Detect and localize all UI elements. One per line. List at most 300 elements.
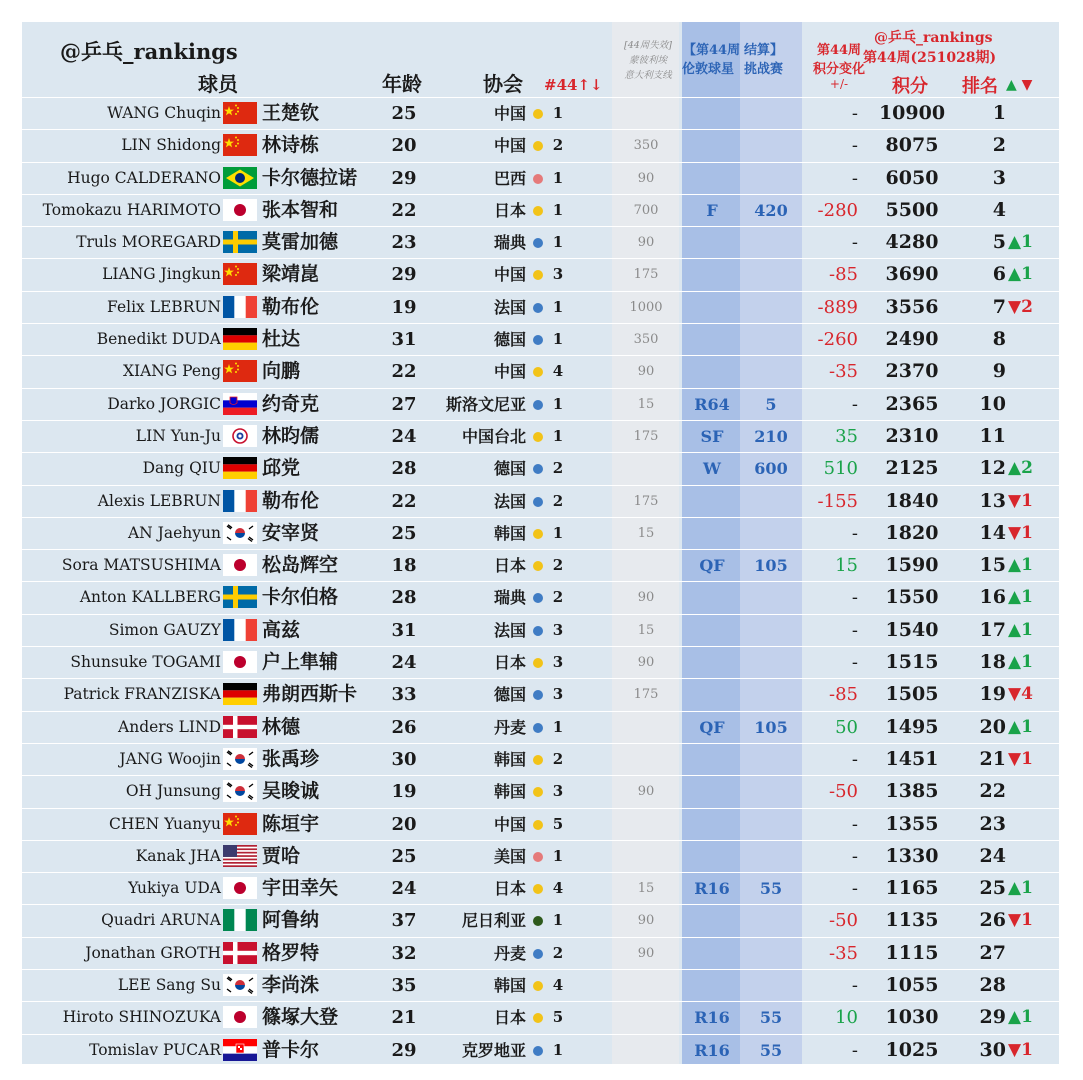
association-column-header: 协会	[483, 72, 523, 96]
association-seed: 3	[552, 782, 564, 801]
association-seed: 2	[552, 943, 564, 962]
association-seed: 4	[552, 976, 564, 995]
player-age: 18	[391, 555, 417, 577]
association-color-dot	[533, 916, 543, 926]
table-row	[22, 678, 1059, 710]
player-association: 德国	[493, 330, 526, 350]
ranking-position: 23	[979, 812, 1006, 835]
ranking-points: 1165	[885, 877, 939, 900]
event-points	[740, 970, 802, 1001]
association-color-dot	[533, 884, 543, 894]
association-seed: 1	[552, 233, 564, 252]
table-row	[22, 485, 1059, 517]
result-header-line1: 【第44周	[683, 43, 741, 58]
event-result: R64	[694, 394, 730, 414]
week44-expiring-points: 175	[633, 493, 659, 509]
association-color-dot	[533, 723, 543, 733]
points-change: -155	[817, 490, 858, 512]
germany-flag	[223, 328, 257, 350]
player-association: 美国	[493, 846, 526, 866]
association-color-dot	[533, 141, 543, 151]
week44-expiry-note: [44周失效] 蒙彼利埃 意大利支线	[623, 40, 672, 81]
association-seed: 1	[552, 104, 564, 122]
association-seed: 1	[552, 426, 564, 445]
player-age: 24	[391, 425, 417, 447]
association-seed: 3	[552, 685, 564, 704]
table-row	[22, 581, 1059, 613]
rank-movement: ▲1	[1008, 264, 1033, 285]
association-seed: 2	[552, 588, 564, 607]
player-chinese-name: 贾哈	[262, 844, 301, 867]
association-seed: 2	[552, 491, 564, 510]
player-association: 中国台北	[461, 426, 526, 446]
france-flag	[223, 490, 257, 512]
association-seed: 2	[552, 749, 564, 768]
player-english-name: XIANG Peng	[122, 362, 221, 381]
week44-expiring-points: 90	[637, 235, 655, 251]
ranking-points: 1030	[885, 1006, 939, 1029]
ranking-position: 28	[979, 974, 1006, 997]
points-change: -85	[829, 684, 858, 706]
age-column-header: 年龄	[382, 72, 422, 96]
player-english-name: LEE Sang Su	[117, 976, 221, 995]
points-change: -50	[829, 910, 858, 932]
table-row	[22, 129, 1059, 161]
player-association: 巴西	[493, 168, 526, 188]
rank-movement: ▼4	[1008, 684, 1033, 705]
table-row	[22, 872, 1059, 904]
player-association: 中国	[493, 104, 526, 123]
ranking-position: 26	[979, 909, 1006, 932]
player-english-name: AN Jaehyun	[127, 523, 221, 542]
event-result: F	[706, 200, 718, 220]
france-flag	[223, 296, 257, 318]
table-row	[22, 258, 1059, 290]
player-age: 26	[391, 716, 417, 738]
player-chinese-name: 梁靖崑	[262, 263, 320, 286]
change-header-line2: 积分变化	[812, 62, 865, 77]
player-association: 法国	[493, 297, 526, 317]
association-seed: 1	[552, 717, 564, 736]
association-color-dot	[533, 561, 543, 571]
player-english-name: Tomislav PUCAR	[89, 1040, 221, 1059]
ranking-position: 20	[979, 715, 1006, 738]
event-points	[740, 582, 802, 613]
points-change: -	[851, 813, 858, 835]
ranking-points: 1550	[885, 586, 939, 609]
association-seed: 5	[552, 1008, 564, 1027]
table-row	[22, 194, 1059, 226]
points-change: -	[851, 587, 858, 609]
player-association: 中国	[493, 136, 526, 156]
association-color-dot	[533, 270, 543, 280]
rank-movement: ▼2	[1008, 296, 1033, 317]
rank-movement: ▲1	[1008, 232, 1033, 253]
player-chinese-name: 向鹏	[262, 360, 301, 383]
week44-expiring-points: 15	[637, 525, 655, 541]
player-association: 日本	[493, 200, 526, 220]
table-row	[22, 711, 1059, 743]
week44-expiring-points	[616, 1002, 676, 1033]
player-association: 韩国	[493, 749, 526, 769]
event-points	[740, 98, 802, 129]
table-row	[22, 646, 1059, 678]
player-chinese-name: 邱党	[262, 457, 301, 480]
player-chinese-name: 弗朗西斯卡	[262, 683, 358, 706]
ranking-position: 18	[979, 651, 1006, 674]
ranking-position: 15	[979, 554, 1006, 577]
table-row	[22, 840, 1059, 872]
player-age: 35	[391, 975, 417, 997]
event-result	[682, 615, 742, 646]
challenge-header-line1: 结算】	[744, 43, 784, 58]
player-column-header: 球员	[198, 72, 238, 96]
event-result	[682, 776, 742, 807]
ranking-position: 1	[992, 102, 1006, 124]
table-row	[22, 808, 1059, 840]
player-association: 韩国	[493, 976, 526, 996]
player-english-name: Anders LIND	[118, 717, 221, 736]
player-age: 22	[391, 361, 417, 383]
week44-expiring-points: 90	[637, 590, 655, 606]
table-row	[22, 969, 1059, 1001]
up-arrow-icon: ▲	[1006, 77, 1017, 93]
event-points	[740, 292, 802, 323]
ranking-table-body	[22, 97, 1059, 1066]
korea-flag	[223, 522, 257, 544]
ranking-position: 5	[992, 231, 1006, 254]
table-row	[22, 937, 1059, 969]
player-english-name: Hugo CALDERANO	[67, 168, 221, 187]
rank-column-header: 排名	[962, 76, 998, 97]
player-chinese-name: 勒布伦	[262, 489, 320, 512]
sweden-flag	[223, 586, 257, 608]
association-color-dot	[533, 755, 543, 765]
croatia-flag	[223, 1039, 257, 1061]
player-age: 27	[391, 393, 417, 415]
association-color-dot	[533, 690, 543, 700]
germany-flag	[223, 683, 257, 705]
event-result: R16	[694, 879, 730, 899]
player-age: 31	[391, 329, 417, 351]
association-seed: 1	[552, 330, 564, 349]
association-seed: 2	[552, 556, 564, 575]
event-points	[740, 356, 802, 387]
table-row	[22, 904, 1059, 936]
association-color-dot	[533, 658, 543, 668]
player-association: 日本	[493, 556, 526, 576]
ranking-points: 2125	[885, 457, 939, 480]
event-result	[682, 905, 742, 936]
japan-flag	[223, 554, 257, 576]
event-result	[682, 324, 742, 355]
event-points	[740, 130, 802, 161]
event-points	[740, 938, 802, 969]
table-row	[22, 388, 1059, 420]
event-result	[682, 518, 742, 549]
player-age: 24	[391, 652, 417, 674]
player-english-name: Patrick FRANZISKA	[63, 685, 221, 704]
player-association: 法国	[493, 620, 526, 640]
player-english-name: Yukiya UDA	[128, 879, 221, 898]
player-association: 法国	[493, 491, 526, 511]
points-change: 10	[835, 1007, 858, 1029]
week44-expiring-points: 175	[633, 267, 659, 283]
ranking-points: 1330	[885, 844, 939, 867]
event-result	[682, 259, 742, 290]
player-association: 斯洛文尼亚	[445, 394, 526, 414]
player-age: 24	[391, 878, 417, 900]
japan-flag	[223, 877, 257, 899]
event-points: 55	[759, 879, 783, 899]
player-association: 丹麦	[493, 717, 526, 737]
event-result	[682, 292, 742, 323]
player-english-name: Truls MOREGARD	[76, 233, 221, 252]
result-header-line2: 伦敦球星	[682, 62, 735, 77]
player-english-name: WANG Chuqin	[107, 104, 221, 122]
brand-handle: @乒乓_rankings	[60, 39, 238, 64]
event-points	[740, 776, 802, 807]
player-association: 丹麦	[493, 943, 526, 963]
ranking-board	[22, 22, 1059, 1064]
ranking-position: 30	[979, 1038, 1006, 1061]
association-color-dot	[533, 497, 543, 507]
rank-movement: ▲1	[1008, 716, 1033, 737]
rank-movement: ▲2	[1008, 458, 1033, 479]
germany-flag	[223, 457, 257, 479]
player-chinese-name: 松岛辉空	[262, 554, 339, 577]
table-row	[22, 614, 1059, 646]
ranking-points: 2490	[885, 328, 939, 351]
rank-movement: ▲1	[1008, 652, 1033, 673]
week44-expiring-points: 90	[637, 945, 655, 961]
event-points	[740, 227, 802, 258]
event-points: 600	[754, 459, 788, 479]
player-age: 22	[391, 199, 417, 221]
week44-expiring-points: 700	[633, 202, 659, 218]
table-row	[22, 1034, 1059, 1066]
player-english-name: Sora MATSUSHIMA	[61, 556, 221, 575]
association-color-dot	[533, 367, 543, 377]
china-flag	[223, 102, 257, 124]
ranking-points: 1115	[885, 941, 939, 964]
points-change: -	[851, 103, 858, 124]
usa-flag	[223, 845, 257, 867]
ranking-points: 3690	[885, 263, 939, 286]
ranking-points: 1540	[885, 618, 939, 641]
ranking-points: 1451	[885, 747, 939, 770]
association-color-dot	[533, 1046, 543, 1056]
week44-expiring-points: 90	[637, 784, 655, 800]
china-flag	[223, 813, 257, 835]
down-arrow-icon: ▼	[1021, 77, 1033, 93]
player-association: 韩国	[493, 782, 526, 802]
points-change: 35	[835, 425, 858, 447]
week44-expiring-points: 175	[633, 428, 659, 444]
association-color-dot	[533, 109, 543, 119]
event-points	[740, 486, 802, 517]
player-age: 31	[391, 619, 417, 641]
week44-expiring-points: 90	[637, 364, 655, 380]
association-seed: 1	[552, 846, 564, 865]
ranking-position: 13	[979, 489, 1006, 512]
association-seed: 2	[552, 459, 564, 478]
event-points	[740, 518, 802, 549]
week44-expiring-points: 90	[637, 913, 655, 929]
player-english-name: LIN Yun-Ju	[135, 426, 221, 445]
week44-expiring-points: 175	[633, 687, 659, 703]
ranking-position: 10	[979, 392, 1006, 415]
player-english-name: Shunsuke TOGAMI	[70, 653, 221, 672]
player-association: 克罗地亚	[461, 1040, 526, 1060]
event-points: 55	[759, 1040, 783, 1060]
player-age: 29	[391, 167, 417, 189]
player-age: 23	[391, 232, 417, 254]
player-association: 日本	[493, 1008, 526, 1028]
player-chinese-name: 林昀儒	[262, 424, 320, 447]
association-seed: 1	[552, 523, 564, 542]
event-result: R16	[694, 1040, 730, 1060]
player-english-name: CHEN Yuanyu	[108, 814, 221, 833]
week44-expiring-points	[616, 970, 676, 1001]
rank-movement: ▲1	[1008, 555, 1033, 576]
player-chinese-name: 高兹	[262, 618, 301, 641]
japan-flag	[223, 199, 257, 221]
points-week-label: 第44周(251028期)	[863, 50, 997, 66]
points-change: -85	[829, 264, 858, 286]
korea-flag	[223, 974, 257, 996]
player-age: 37	[391, 910, 417, 932]
association-color-dot	[533, 593, 543, 603]
player-english-name: Dang QIU	[142, 459, 221, 478]
points-change: -	[851, 878, 858, 900]
association-color-dot	[533, 464, 543, 474]
player-age: 33	[391, 684, 417, 706]
points-change: -260	[817, 329, 858, 351]
player-chinese-name: 卡尔伯格	[262, 586, 339, 609]
event-result	[682, 227, 742, 258]
points-change: -	[851, 522, 858, 544]
points-change: -	[851, 135, 858, 157]
player-age: 30	[391, 748, 417, 770]
association-color-dot	[533, 626, 543, 636]
player-chinese-name: 张禹珍	[262, 747, 320, 770]
week44-expiring-points: 90	[637, 655, 655, 671]
table-row	[22, 162, 1059, 194]
table-row	[22, 420, 1059, 452]
week44-expiring-points	[616, 1035, 676, 1066]
event-points	[740, 744, 802, 775]
points-change: -	[851, 975, 858, 997]
ranking-points: 1515	[885, 651, 939, 674]
event-points: 105	[754, 556, 788, 576]
event-points: 55	[759, 1008, 783, 1028]
association-seed: 3	[552, 653, 564, 672]
event-points	[740, 809, 802, 840]
points-change: -50	[829, 781, 858, 803]
event-result	[682, 486, 742, 517]
ranking-position: 16	[979, 586, 1006, 609]
week44-expiring-points	[616, 841, 676, 872]
event-result: W	[703, 459, 721, 479]
event-result	[682, 938, 742, 969]
association-seed: 1	[552, 1040, 564, 1059]
ranking-points: 6050	[885, 166, 939, 189]
ranking-points: 4280	[885, 231, 939, 254]
china-flag	[223, 360, 257, 382]
ranking-position: 14	[979, 521, 1006, 544]
association-color-dot	[533, 206, 543, 216]
association-color-dot	[533, 820, 543, 830]
points-change: -	[851, 652, 858, 674]
points-change: -280	[817, 199, 858, 221]
player-age: 25	[391, 522, 417, 544]
seed-column-header: #44↑↓	[544, 76, 603, 94]
event-result	[682, 163, 742, 194]
player-chinese-name: 篠塚大登	[262, 1006, 339, 1029]
event-result	[682, 809, 742, 840]
ranking-points: 1840	[885, 489, 939, 512]
event-points	[740, 647, 802, 678]
ranking-points: 1820	[885, 521, 939, 544]
player-english-name: LIANG Jingkun	[102, 265, 221, 284]
player-english-name: Tomokazu HARIMOTO	[42, 200, 221, 219]
ranking-position: 17	[979, 618, 1006, 641]
japan-flag	[223, 1006, 257, 1028]
points-change: -	[851, 393, 858, 415]
sweden-flag	[223, 231, 257, 253]
ranking-position: 2	[992, 134, 1006, 157]
player-association: 尼日利亚	[461, 911, 526, 931]
ranking-position: 25	[979, 877, 1006, 900]
player-age: 19	[391, 781, 417, 803]
points-change: -	[851, 167, 858, 189]
event-points: 5	[765, 394, 777, 414]
association-seed: 4	[552, 879, 564, 898]
rank-movement: ▼1	[1008, 1039, 1033, 1060]
ranking-position: 12	[979, 457, 1006, 480]
china-flag	[223, 263, 257, 285]
nigeria-flag	[223, 909, 257, 931]
rank-movement: ▼1	[1008, 748, 1033, 769]
points-change: -889	[817, 296, 858, 318]
week44-expiring-points	[616, 453, 676, 484]
event-points	[740, 841, 802, 872]
week44-expiring-points	[616, 98, 676, 129]
event-result	[682, 356, 742, 387]
player-association: 德国	[493, 685, 526, 705]
player-chinese-name: 林诗栋	[262, 134, 320, 157]
challenge-header-line2: 挑战赛	[744, 62, 784, 77]
event-result	[682, 841, 742, 872]
player-association: 韩国	[493, 523, 526, 543]
player-chinese-name: 户上隼辅	[262, 651, 339, 674]
player-chinese-name: 约奇克	[262, 392, 320, 415]
table-row	[22, 775, 1059, 807]
player-chinese-name: 王楚钦	[262, 102, 320, 124]
korea-flag	[223, 748, 257, 770]
table-row	[22, 452, 1059, 484]
ranking-points: 2370	[885, 360, 939, 383]
rank-movement: ▲1	[1008, 878, 1033, 899]
points-column-header: 积分	[892, 76, 928, 97]
rank-movement-legend	[1006, 77, 1032, 93]
points-change: 510	[823, 458, 858, 480]
table-row	[22, 323, 1059, 355]
rank-movement: ▲1	[1008, 1007, 1033, 1028]
association-color-dot	[533, 787, 543, 797]
ranking-points: 1385	[885, 780, 939, 803]
